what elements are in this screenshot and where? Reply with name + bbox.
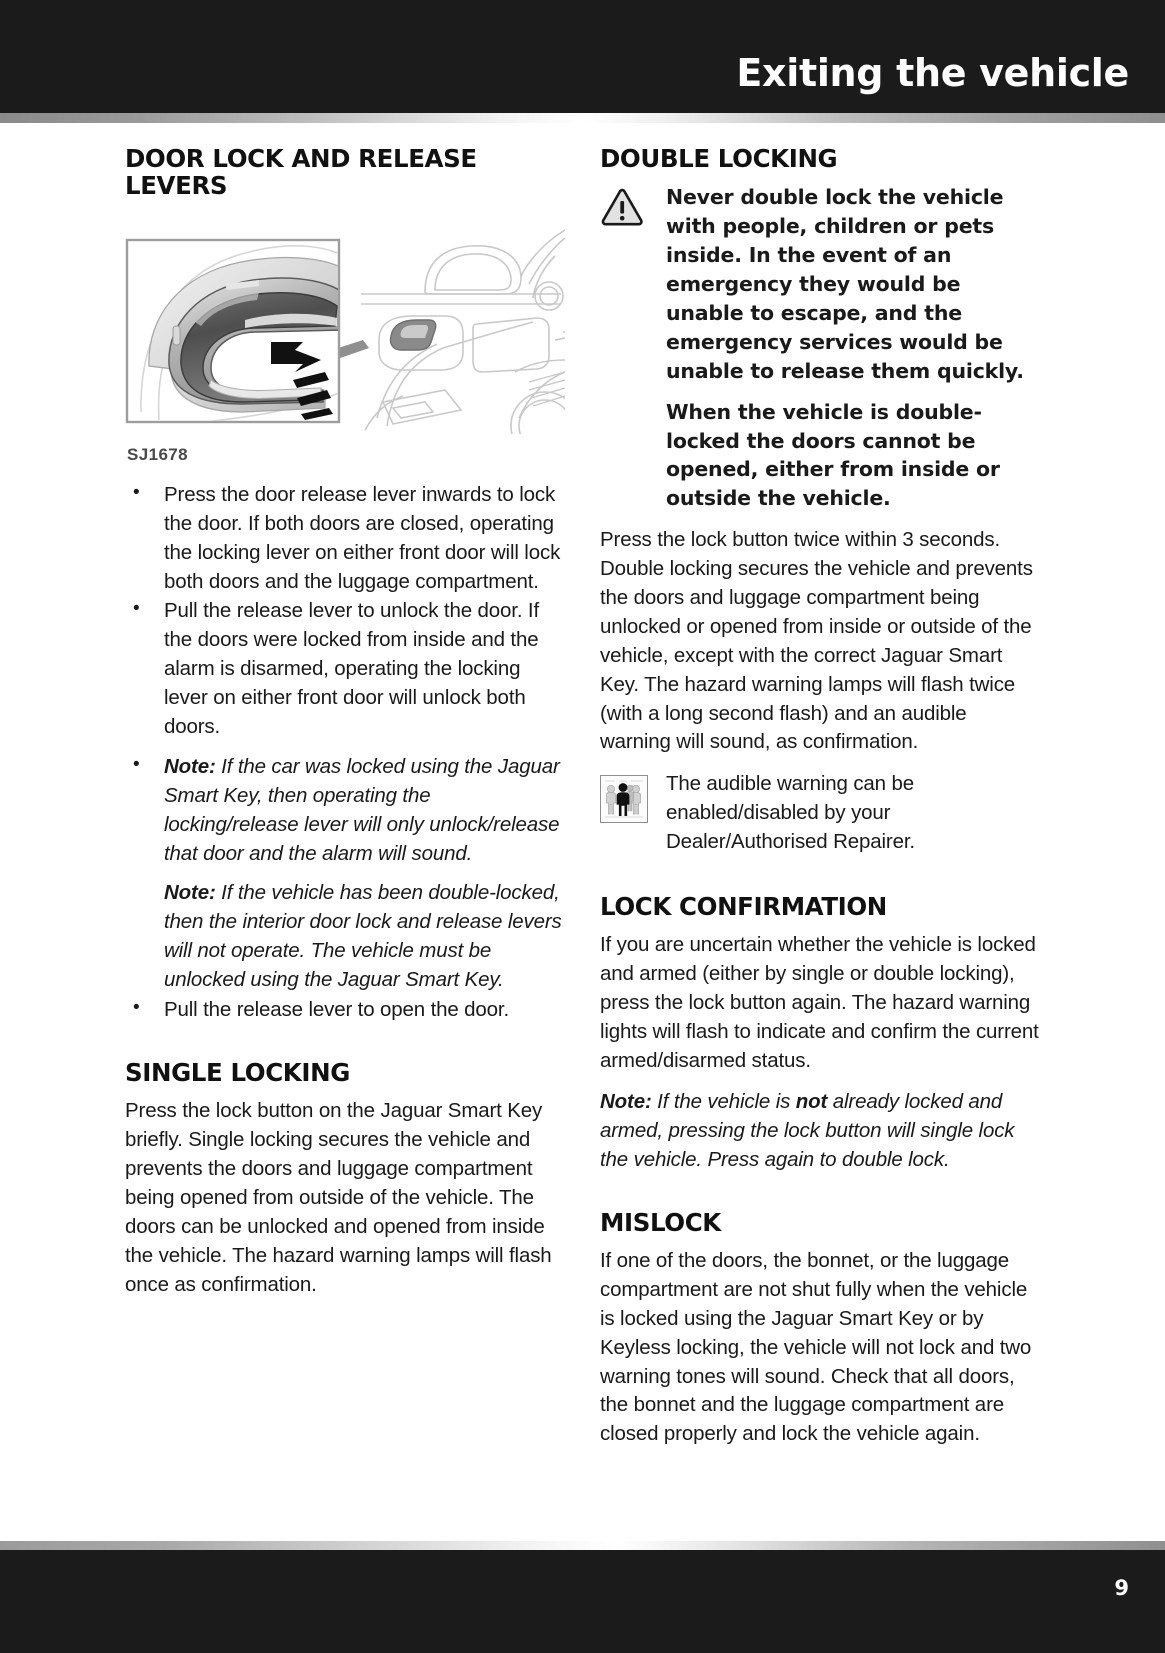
note-part-2: already locked and armed, pressing the lock button will single lock the vehicle. Press again to double lock. — [600, 1089, 1015, 1171]
left-column — [125, 145, 565, 1451]
warning-paragraph-2: When the vehicle is double-locked the doors cannot be opened, either from inside or outside the vehicle. — [666, 399, 1000, 511]
note-text — [164, 879, 565, 995]
warning-block — [600, 183, 1040, 513]
dealer-note-body — [666, 770, 1040, 859]
warning-icon-slot — [600, 183, 652, 233]
warning-body — [666, 183, 1040, 513]
dealer-note-text: The audible warning can be enabled/disabled by your Dealer/Authorised Repairer. — [666, 772, 915, 854]
dealer-icon-svg — [601, 776, 647, 822]
heading-single-locking: SINGLE LOCKING — [125, 1057, 350, 1087]
figure-caption: SJ1678 — [127, 444, 189, 464]
heading-double-locking: DOUBLE LOCKING — [600, 144, 838, 173]
page-footer — [0, 1550, 1165, 1653]
note-body: If the car was locked using the Jaguar Smart Key, then operating the locking/release lever will only unlock/release that door and the alarm will sound. — [164, 754, 560, 865]
single-locking-paragraph: Press the lock button on the Jaguar Smart Key briefly. Single locking secures the vehicle and prevents the doors and luggage compartment being opened from outside of the vehicle. The doors can be unlocked and opened from inside the vehicle. The hazard warning lamps will flash once as confirmation. — [125, 1099, 552, 1296]
note-label: Note: — [600, 1089, 652, 1113]
dealer-authorised-repairer-icon — [600, 775, 648, 823]
note-emphasis: not — [795, 1089, 828, 1113]
mislock-paragraph: If one of the doors, the bonnet, or the luggage compartment are not shut fully when the vehicle is locked using the Jaguar Smart Key or by Keyless locking, the vehicle will not lock and two warning tones will sound. Check that all doors, the bonnet and the luggage compartment are closed properly and lock the vehicle again. — [600, 1249, 1032, 1446]
note-label: Note: — [164, 881, 216, 905]
note-body: If the vehicle has been double-locked, then the interior door lock and release levers will not operate. The vehicle must be unlocked using the Jaguar Smart Key. — [164, 881, 562, 992]
warning-paragraph-1: Never double lock the vehicle with people, children or pets inside. In the event of an emergency they would be unable to escape, and the emergency services would be unable to release them quickly. — [666, 185, 1024, 383]
warning-triangle-icon — [600, 188, 644, 228]
heading-mislock: MISLOCK — [600, 1207, 721, 1237]
double-locking-paragraph: Press the lock button twice within 3 seconds. Double locking secures the vehicle and prevents the doors and luggage compartment being unlocked or opened from inside or outside of the vehicle, except with the correct Jaguar Smart Key. The hazard warning lamps will flash twice (with a long second flash) and an audible warning will sound, as confirmation. — [600, 528, 1033, 754]
footer-divider — [0, 1541, 1165, 1550]
dealer-icon-slot — [600, 770, 652, 823]
door-lock-bullet-list — [125, 481, 565, 1025]
list-item: • Pull the release lever to unlock the door. If the doors were locked from inside and the alarm is disarmed, operating the locking lever on either front door will unlock both doors. — [125, 597, 565, 741]
note-text — [164, 753, 565, 869]
page-header — [0, 0, 1165, 113]
note-label: Note: — [164, 754, 216, 778]
page-content — [0, 145, 1165, 1451]
list-item: • Press the door release lever inwards to lock the door. If both doors are closed, operating the locking lever on either front door will lock both doors and the luggage compartment. — [125, 481, 565, 597]
right-column — [600, 145, 1040, 1451]
lock-confirmation-note — [600, 1088, 1040, 1175]
heading-door-lock-and-release-levers: DOOR LOCK AND RELEASE LEVERS — [125, 144, 477, 201]
figure-door-lock-release-lever — [125, 212, 565, 467]
door-lock-lever-illustration-svg — [125, 212, 565, 434]
dealer-note-block — [600, 770, 1040, 859]
note-part-1: If the vehicle is — [651, 1089, 796, 1113]
lock-confirmation-paragraph: If you are uncertain whether the vehicle is locked and armed (either by single or double locking), press the lock button again. The hazard warning lights will flash to indicate and confirm the current armed/disarmed status. — [600, 933, 1039, 1073]
header-divider — [0, 113, 1165, 123]
heading-lock-confirmation: LOCK CONFIRMATION — [600, 892, 887, 922]
page-number: 9 — [1114, 1576, 1129, 1600]
note-item — [125, 753, 565, 995]
page-title: Exiting the vehicle — [736, 51, 1129, 95]
list-item: • Pull the release lever to open the door. — [125, 996, 565, 1025]
